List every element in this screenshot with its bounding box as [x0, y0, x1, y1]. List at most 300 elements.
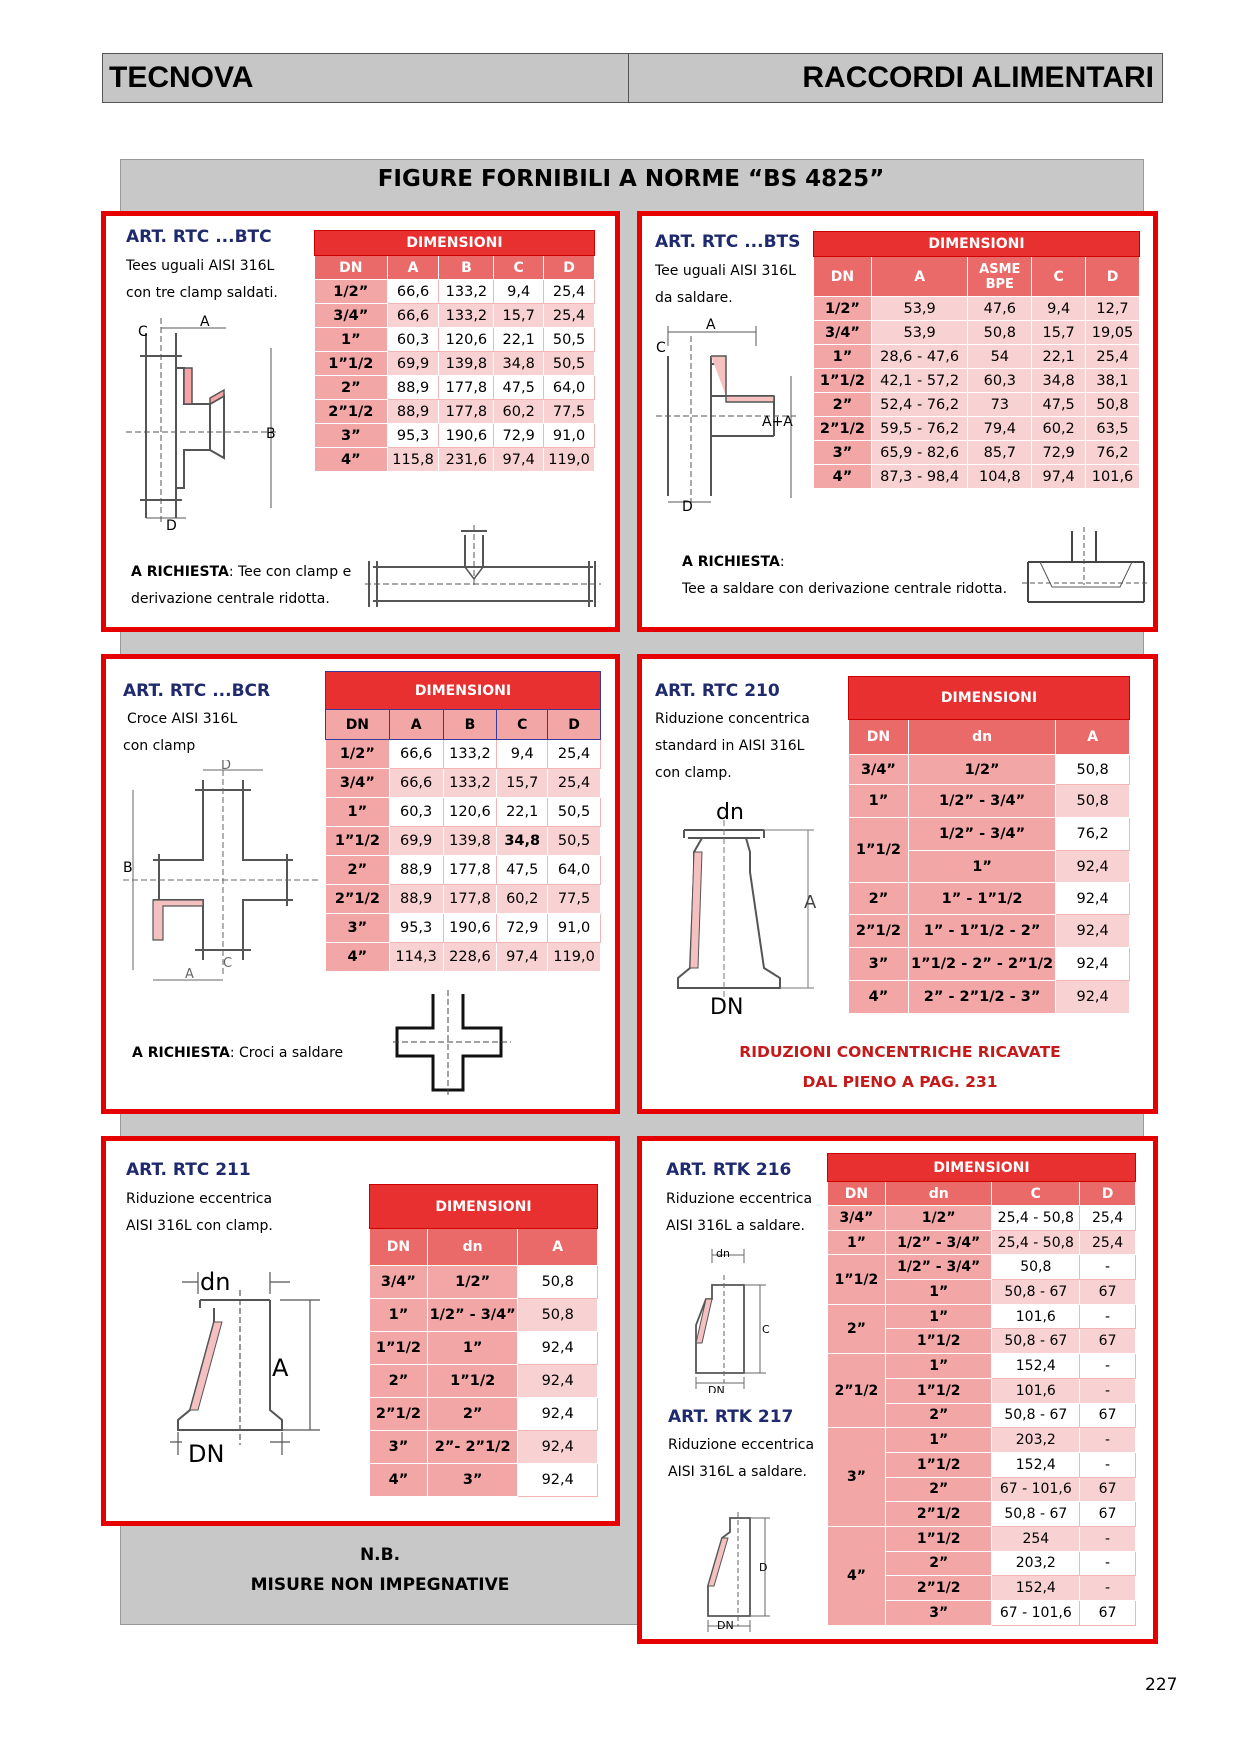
- table-cell: -: [1080, 1378, 1136, 1403]
- table-cell: 152,4: [992, 1354, 1080, 1379]
- table-cell: 85,7: [968, 441, 1032, 465]
- rtc210-dimensions-table: [848, 676, 1130, 1014]
- table-cell: 67 - 101,6: [992, 1477, 1080, 1502]
- table-cell: C: [497, 710, 548, 740]
- table-cell: C: [992, 1182, 1080, 1206]
- table-cell: 1”: [885, 1428, 992, 1453]
- table-cell: 66,6: [387, 304, 439, 328]
- table-header-row: [814, 257, 1140, 297]
- table-cell: 177,8: [443, 885, 497, 914]
- table-cell: 67: [1080, 1329, 1136, 1354]
- table-header-row: [370, 1185, 598, 1229]
- bts-title: ART. RTC ...BTS: [655, 232, 801, 252]
- table-cell: DIMENSIONI: [326, 672, 601, 710]
- table-cell: 203,2: [992, 1428, 1080, 1453]
- rtc211-reducer-drawing: [170, 1250, 335, 1465]
- table-cell: 25,4: [548, 769, 601, 798]
- table-cell: 50,8 - 67: [992, 1329, 1080, 1354]
- table-cell: 1”: [315, 328, 388, 352]
- table-cell: 254: [992, 1526, 1080, 1551]
- table-row: [326, 914, 601, 943]
- btc-dimensions-table: [314, 230, 595, 472]
- rtc210-title: ART. RTC 210: [655, 681, 780, 701]
- table-row: [315, 280, 595, 304]
- bts-dimensions-table: [813, 231, 1140, 489]
- table-cell: 67: [1080, 1477, 1136, 1502]
- table-cell: 88,9: [389, 856, 443, 885]
- table-cell: 1”: [849, 785, 909, 818]
- table-cell: A: [1056, 720, 1130, 755]
- table-row: [828, 1255, 1136, 1280]
- table-cell: 50,8: [1056, 785, 1130, 818]
- bcr-request-note: A RICHIESTA: Croci a saldare: [132, 1045, 344, 1061]
- table-cell: -: [1080, 1428, 1136, 1453]
- table-cell: 92,4: [518, 1398, 598, 1431]
- bcr-weld-cross-drawing: [393, 990, 511, 1096]
- table-cell: 139,8: [439, 352, 494, 376]
- table-cell: 4”: [849, 981, 909, 1014]
- table-cell: 19,05: [1086, 321, 1140, 345]
- table-cell: 1”: [885, 1280, 992, 1305]
- bts-reduced-tee-drawing: [1022, 527, 1150, 607]
- table-cell: DN: [326, 710, 390, 740]
- table-cell: 1/2” - 3/4”: [427, 1299, 518, 1332]
- table-row: [849, 755, 1130, 785]
- table-cell: 101,6: [992, 1378, 1080, 1403]
- rtc211-label-dn-small: dn: [200, 1268, 231, 1296]
- table-cell: 1”: [885, 1304, 992, 1329]
- table-cell: 91,0: [548, 914, 601, 943]
- rtk216-label-dn-small: dn: [716, 1247, 730, 1260]
- table-header-row: [849, 720, 1130, 755]
- table-cell: 152,4: [992, 1452, 1080, 1477]
- bcr-label-d: D: [221, 760, 232, 773]
- table-cell: 97,4: [494, 448, 544, 472]
- table-row: [370, 1464, 598, 1497]
- table-cell: 4”: [828, 1526, 886, 1625]
- table-cell: 2”: [814, 393, 872, 417]
- table-cell: ASME BPE: [968, 257, 1032, 297]
- table-row: [814, 321, 1140, 345]
- btc-label-d: D: [166, 518, 177, 530]
- table-cell: 2”1/2: [814, 417, 872, 441]
- table-cell: dn: [885, 1182, 992, 1206]
- table-cell: 119,0: [548, 943, 601, 972]
- table-cell: 87,3 - 98,4: [871, 465, 967, 489]
- rtk216-title: ART. RTK 216: [666, 1160, 792, 1180]
- table-cell: 65,9 - 82,6: [871, 441, 967, 465]
- page-header: [102, 53, 1163, 103]
- table-cell: 15,7: [1032, 321, 1086, 345]
- table-cell: 2”: [427, 1398, 518, 1431]
- table-cell: 115,8: [387, 448, 439, 472]
- table-cell: -: [1080, 1452, 1136, 1477]
- table-row: [814, 369, 1140, 393]
- table-cell: DIMENSIONI: [814, 232, 1140, 257]
- bcr-label-b: B: [123, 860, 133, 876]
- table-cell: 38,1: [1086, 369, 1140, 393]
- table-cell: 69,9: [389, 827, 443, 856]
- table-cell: 1”1/2: [315, 352, 388, 376]
- table-cell: 1/2” - 3/4”: [908, 785, 1055, 818]
- table-row: [814, 345, 1140, 369]
- table-row: [326, 885, 601, 914]
- rtc210-reducer-drawing: [664, 792, 836, 1017]
- table-cell: DN: [828, 1182, 886, 1206]
- table-cell: 133,2: [443, 740, 497, 769]
- table-cell: 67 - 101,6: [992, 1601, 1080, 1626]
- table-cell: 190,6: [443, 914, 497, 943]
- table-cell: 72,9: [494, 424, 544, 448]
- rtk216-reducer-drawing: [686, 1243, 786, 1393]
- table-cell: 120,6: [443, 798, 497, 827]
- table-cell: 52,4 - 76,2: [871, 393, 967, 417]
- table-cell: A: [518, 1229, 598, 1266]
- table-cell: 12,7: [1086, 297, 1140, 321]
- table-row: [828, 1230, 1136, 1255]
- table-cell: 1/2” - 3/4”: [908, 818, 1055, 851]
- table-cell: 91,0: [544, 424, 595, 448]
- rtc210-label-dn-small: dn: [716, 800, 744, 825]
- table-cell: 1”: [828, 1230, 886, 1255]
- btc-label-c: C: [138, 324, 148, 340]
- table-cell: 34,8: [494, 352, 544, 376]
- table-cell: 42,1 - 57,2: [871, 369, 967, 393]
- table-cell: 22,1: [1032, 345, 1086, 369]
- table-row: [315, 304, 595, 328]
- rtc211-description: Riduzione eccentrica AISI 316L con clamp.: [126, 1191, 273, 1234]
- table-row: [828, 1206, 1136, 1231]
- table-row: [370, 1266, 598, 1299]
- table-cell: 50,8 - 67: [992, 1502, 1080, 1527]
- bts-tee-drawing: [656, 316, 806, 512]
- table-cell: 104,8: [968, 465, 1032, 489]
- rtk217-label-dn-big: DN: [717, 1619, 734, 1632]
- rtc210-solid-reduction-note: RIDUZIONI CONCENTRICHE RICAVATE DAL PIENO A PAG. 231: [739, 1043, 1061, 1091]
- table-row: [315, 400, 595, 424]
- table-cell: 3”: [885, 1601, 992, 1626]
- bts-label-c: C: [656, 340, 666, 356]
- table-cell: 1/2” - 3/4”: [885, 1255, 992, 1280]
- table-cell: B: [443, 710, 497, 740]
- table-cell: 119,0: [544, 448, 595, 472]
- table-cell: 88,9: [387, 400, 439, 424]
- table-cell: 1/2”: [315, 280, 388, 304]
- table-cell: -: [1080, 1576, 1136, 1601]
- table-cell: 15,7: [494, 304, 544, 328]
- table-cell: 60,3: [387, 328, 439, 352]
- table-cell: 203,2: [992, 1551, 1080, 1576]
- table-row: [370, 1398, 598, 1431]
- table-cell: 76,2: [1056, 818, 1130, 851]
- table-cell: 2”: [885, 1403, 992, 1428]
- table-cell: 2”: [828, 1304, 886, 1353]
- table-row: [326, 769, 601, 798]
- table-cell: 25,4: [1080, 1206, 1136, 1231]
- table-cell: 92,4: [518, 1464, 598, 1497]
- bcr-title: ART. RTC ...BCR: [123, 681, 271, 701]
- table-cell: 25,4: [1080, 1230, 1136, 1255]
- table-cell: 72,9: [1032, 441, 1086, 465]
- bts-description: Tee uguali AISI 316L da saldare.: [655, 263, 796, 306]
- table-row: [326, 827, 601, 856]
- table-cell: 67: [1080, 1403, 1136, 1428]
- table-cell: 177,8: [439, 400, 494, 424]
- table-cell: 72,9: [497, 914, 548, 943]
- table-cell: 2”1/2: [849, 915, 909, 948]
- table-cell: 2”: [849, 883, 909, 915]
- rtk216-description: Riduzione eccentrica AISI 316L a saldare.: [666, 1191, 813, 1234]
- table-cell: 34,8: [497, 827, 548, 856]
- table-cell: DIMENSIONI: [849, 677, 1130, 720]
- table-cell: 73: [968, 393, 1032, 417]
- rtc210-label-a: A: [804, 892, 817, 913]
- table-row: [828, 1304, 1136, 1329]
- table-header-row: [828, 1154, 1136, 1182]
- table-row: [370, 1332, 598, 1365]
- table-row: [849, 981, 1130, 1014]
- table-cell: 1” - 1”1/2: [908, 883, 1055, 915]
- table-cell: 1”1/2: [849, 818, 909, 883]
- table-header-row: [828, 1182, 1136, 1206]
- rtk217-description: Riduzione eccentrica AISI 316L a saldare.: [668, 1437, 815, 1480]
- table-cell: 47,5: [1032, 393, 1086, 417]
- table-cell: 92,4: [1056, 981, 1130, 1014]
- table-cell: 120,6: [439, 328, 494, 352]
- table-cell: 64,0: [548, 856, 601, 885]
- table-row: [326, 856, 601, 885]
- table-cell: 101,6: [1086, 465, 1140, 489]
- rtc211-label-dn-big: DN: [188, 1440, 225, 1465]
- table-cell: dn: [908, 720, 1055, 755]
- table-cell: 2”: [315, 376, 388, 400]
- table-cell: 1”1/2: [885, 1526, 992, 1551]
- table-row: [849, 915, 1130, 948]
- table-cell: 1/2” - 3/4”: [885, 1230, 992, 1255]
- table-cell: 79,4: [968, 417, 1032, 441]
- bts-label-a: A: [706, 317, 716, 333]
- table-cell: 4”: [315, 448, 388, 472]
- table-cell: 1”: [814, 345, 872, 369]
- table-cell: 67: [1080, 1601, 1136, 1626]
- bcr-cross-drawing: [123, 760, 318, 988]
- table-cell: 92,4: [518, 1332, 598, 1365]
- btc-tee-drawing: [126, 308, 286, 530]
- table-cell: D: [544, 256, 595, 280]
- table-header-row: [849, 677, 1130, 720]
- btc-label-b: B: [266, 426, 276, 442]
- table-row: [315, 376, 595, 400]
- table-row: [315, 352, 595, 376]
- table-cell: 133,2: [439, 304, 494, 328]
- table-cell: 139,8: [443, 827, 497, 856]
- bcr-dimensions-table: [325, 671, 601, 972]
- table-cell: 2”: [885, 1477, 992, 1502]
- table-cell: 92,4: [518, 1365, 598, 1398]
- table-cell: A: [387, 256, 439, 280]
- bts-label-d: D: [682, 499, 693, 512]
- table-cell: 2”: [370, 1365, 428, 1398]
- table-cell: 64,0: [544, 376, 595, 400]
- btc-title: ART. RTC ...BTC: [126, 227, 272, 247]
- table-cell: A: [871, 257, 967, 297]
- table-cell: 50,8: [1056, 755, 1130, 785]
- table-cell: 1/2”: [326, 740, 390, 769]
- table-cell: 66,6: [389, 740, 443, 769]
- table-cell: 3”: [814, 441, 872, 465]
- table-cell: 177,8: [443, 856, 497, 885]
- table-cell: 2”1/2: [828, 1354, 886, 1428]
- page-number: 227: [1145, 1675, 1178, 1695]
- table-cell: 25,4 - 50,8: [992, 1230, 1080, 1255]
- rtk217-label-d: D: [759, 1561, 768, 1574]
- rtk216-label-dn-big: DN: [708, 1384, 725, 1393]
- table-cell: 95,3: [387, 424, 439, 448]
- table-cell: 1”1/2: [885, 1378, 992, 1403]
- table-cell: 1/2”: [427, 1266, 518, 1299]
- table-header-row: [370, 1229, 598, 1266]
- table-cell: 3/4”: [326, 769, 390, 798]
- btc-description: Tees uguali AISI 316L con tre clamp saldati.: [126, 258, 278, 301]
- table-cell: 177,8: [439, 376, 494, 400]
- table-cell: 1”: [885, 1354, 992, 1379]
- table-cell: D: [548, 710, 601, 740]
- table-cell: 1”1/2: [326, 827, 390, 856]
- table-header-row: [315, 231, 595, 256]
- bts-label-aa: A+A: [762, 414, 793, 430]
- table-header-row: [326, 672, 601, 710]
- table-cell: 92,4: [1056, 948, 1130, 981]
- table-cell: 92,4: [1056, 915, 1130, 948]
- table-cell: DIMENSIONI: [828, 1154, 1136, 1182]
- table-cell: 25,4: [544, 280, 595, 304]
- table-cell: 95,3: [389, 914, 443, 943]
- table-cell: 3”: [326, 914, 390, 943]
- table-cell: 67: [1080, 1502, 1136, 1527]
- table-row: [326, 798, 601, 827]
- table-cell: 54: [968, 345, 1032, 369]
- table-cell: 50,5: [548, 827, 601, 856]
- table-cell: 28,6 - 47,6: [871, 345, 967, 369]
- table-cell: 47,6: [968, 297, 1032, 321]
- table-cell: 2”1/2: [315, 400, 388, 424]
- table-row: [814, 297, 1140, 321]
- table-cell: 152,4: [992, 1576, 1080, 1601]
- table-cell: 47,5: [494, 376, 544, 400]
- rtc211-dimensions-table: [369, 1184, 598, 1497]
- table-row: [814, 465, 1140, 489]
- table-cell: 59,5 - 76,2: [871, 417, 967, 441]
- table-cell: 92,4: [1056, 883, 1130, 915]
- table-cell: 2”: [885, 1551, 992, 1576]
- table-cell: 1”1/2: [885, 1452, 992, 1477]
- table-cell: 1”1/2: [814, 369, 872, 393]
- table-cell: 66,6: [387, 280, 439, 304]
- table-cell: 101,6: [992, 1304, 1080, 1329]
- table-cell: 50,8: [518, 1299, 598, 1332]
- table-cell: 1”: [908, 851, 1055, 883]
- table-row: [370, 1431, 598, 1464]
- table-cell: 9,4: [497, 740, 548, 769]
- table-cell: 60,2: [497, 885, 548, 914]
- table-cell: 50,8: [1086, 393, 1140, 417]
- table-row: [326, 740, 601, 769]
- table-cell: 50,5: [544, 328, 595, 352]
- table-cell: 88,9: [389, 885, 443, 914]
- table-cell: 50,8 - 67: [992, 1280, 1080, 1305]
- table-cell: 77,5: [548, 885, 601, 914]
- table-cell: 3/4”: [828, 1206, 886, 1231]
- table-cell: 66,6: [389, 769, 443, 798]
- table-cell: 2” - 2”1/2 - 3”: [908, 981, 1055, 1014]
- table-row: [814, 417, 1140, 441]
- table-cell: 50,8: [518, 1266, 598, 1299]
- table-cell: 92,4: [518, 1431, 598, 1464]
- table-cell: 2”1/2: [885, 1502, 992, 1527]
- table-cell: dn: [427, 1229, 518, 1266]
- table-cell: 3”: [315, 424, 388, 448]
- table-cell: 3/4”: [315, 304, 388, 328]
- table-cell: 60,2: [1032, 417, 1086, 441]
- table-row: [849, 785, 1130, 818]
- table-cell: 3/4”: [814, 321, 872, 345]
- table-cell: -: [1080, 1304, 1136, 1329]
- table-row: [315, 328, 595, 352]
- table-cell: -: [1080, 1354, 1136, 1379]
- table-row: [828, 1428, 1136, 1453]
- disclaimer-note: N.B. MISURE NON IMPEGNATIVE: [250, 1545, 510, 1595]
- table-cell: 88,9: [387, 376, 439, 400]
- table-cell: 25,4: [544, 304, 595, 328]
- table-row: [370, 1365, 598, 1398]
- bcr-label-a: A: [185, 967, 194, 982]
- table-cell: 50,8 - 67: [992, 1403, 1080, 1428]
- btc-request-note: A RICHIESTA: Tee con clamp e derivazione centrale ridotta.: [131, 564, 352, 607]
- table-cell: 69,9: [387, 352, 439, 376]
- table-cell: 50,8: [992, 1255, 1080, 1280]
- table-cell: 3”: [370, 1431, 428, 1464]
- table-cell: 1”1/2: [427, 1365, 518, 1398]
- table-cell: 1”: [326, 798, 390, 827]
- rtc210-description: Riduzione concentrica standard in AISI 316L con clamp.: [655, 711, 810, 781]
- table-cell: 2”: [326, 856, 390, 885]
- table-cell: 3/4”: [370, 1266, 428, 1299]
- table-cell: 133,2: [443, 769, 497, 798]
- table-cell: 4”: [370, 1464, 428, 1497]
- brand-name: TECNOVA: [103, 54, 629, 102]
- table-cell: 3”: [427, 1464, 518, 1497]
- table-cell: D: [1080, 1182, 1136, 1206]
- rtk217-reducer-drawing: [690, 1508, 790, 1634]
- table-row: [814, 441, 1140, 465]
- table-cell: 1”1/2: [885, 1329, 992, 1354]
- table-cell: 1/2”: [885, 1206, 992, 1231]
- table-cell: 60,3: [389, 798, 443, 827]
- rtk216-dimensions-table: [827, 1153, 1136, 1626]
- table-cell: 1”: [427, 1332, 518, 1365]
- table-row: [370, 1299, 598, 1332]
- table-cell: 4”: [814, 465, 872, 489]
- table-cell: 1”1/2: [828, 1255, 886, 1304]
- table-row: [315, 424, 595, 448]
- table-cell: 114,3: [389, 943, 443, 972]
- table-cell: C: [1032, 257, 1086, 297]
- table-header-row: [315, 256, 595, 280]
- table-cell: 50,8: [968, 321, 1032, 345]
- table-cell: 77,5: [544, 400, 595, 424]
- table-cell: 2”1/2: [885, 1576, 992, 1601]
- table-cell: 2”1/2: [326, 885, 390, 914]
